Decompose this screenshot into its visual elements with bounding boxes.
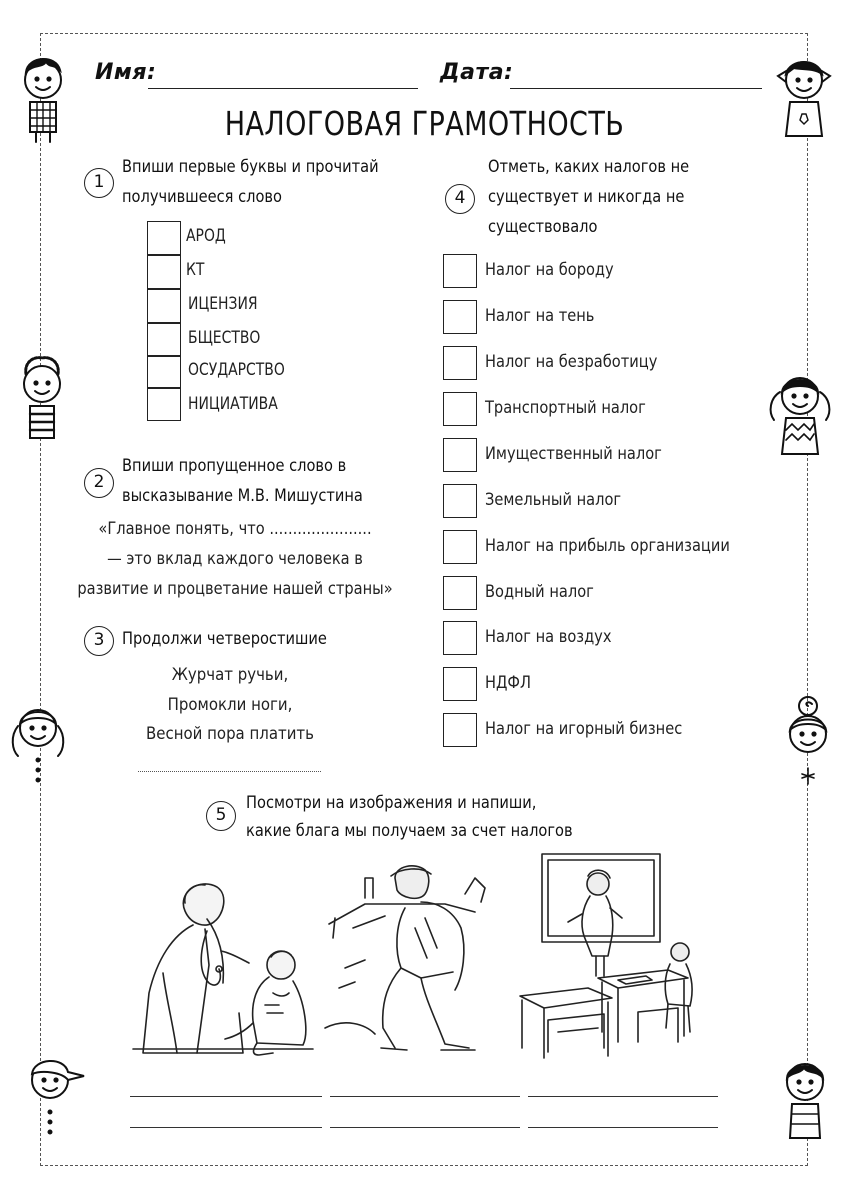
tax-checkbox-5[interactable] [443, 438, 477, 472]
task4-number: 4 [445, 184, 475, 214]
answer-line-2b[interactable] [330, 1127, 520, 1128]
task4-instruction-line2: существует и никогда не [488, 187, 685, 207]
letter-box-4[interactable] [147, 323, 181, 357]
kid-boy-checkered-icon [16, 52, 70, 144]
quote-line2: — это вклад каждого человека в [107, 549, 363, 569]
kid-boy-curly-icon [14, 352, 70, 448]
word-5: ОСУДАРСТВО [188, 360, 285, 380]
kid-girl-cat-icon [774, 52, 834, 144]
task1-number: 1 [84, 168, 114, 198]
tax-label-4: Транспортный налог [485, 398, 646, 418]
tax-checkbox-9[interactable] [443, 621, 477, 655]
answer-line-3a[interactable] [528, 1096, 718, 1097]
tax-label-9: Налог на воздух [485, 627, 612, 647]
tax-label-6: Земельный налог [485, 490, 622, 510]
tax-checkbox-6[interactable] [443, 484, 477, 518]
word-1: АРОД [186, 226, 226, 246]
tax-checkbox-2[interactable] [443, 300, 477, 334]
classroom-illustration [518, 852, 708, 1060]
task3-number: 3 [84, 626, 114, 656]
tax-checkbox-4[interactable] [443, 392, 477, 426]
tax-checkbox-11[interactable] [443, 713, 477, 747]
poem-line1: Журчат ручьи, [171, 665, 289, 685]
name-field[interactable] [148, 88, 418, 89]
kid-girl-bun-icon [778, 694, 838, 798]
tax-label-5: Имущественный налог [485, 444, 662, 464]
name-label: Имя: [95, 60, 157, 85]
quote-line3: развитие и процветание нашей страны» [77, 579, 393, 599]
task1-instruction-line2: получившееся слово [122, 187, 283, 207]
task3-instruction: Продолжи четверостишие [122, 629, 327, 649]
poem-line3: Весной пора платить [146, 724, 314, 744]
answer-line-1a[interactable] [130, 1096, 322, 1097]
task2-instruction-line1: Впиши пропущенное слово в [122, 456, 347, 476]
tax-label-10: НДФЛ [485, 673, 531, 693]
tax-label-7: Налог на прибыль организации [485, 536, 730, 556]
page-title: НАЛОГОВАЯ ГРАМОТНОСТЬ [224, 104, 625, 143]
tax-label-2: Налог на тень [485, 306, 595, 326]
task5-instruction-line2: какие блага мы получаем за счет налогов [246, 821, 573, 841]
task1-instruction-line1: Впиши первые буквы и прочитай [122, 157, 379, 177]
task2-number: 2 [84, 468, 114, 498]
kid-girl-pigtails-icon [766, 366, 834, 462]
kid-boy-smile-icon [774, 1052, 836, 1146]
answer-line-2a[interactable] [330, 1096, 520, 1097]
task5-instruction-line1: Посмотри на изображения и напиши, [246, 793, 537, 813]
tax-checkbox-7[interactable] [443, 530, 477, 564]
word-6: НИЦИАТИВА [188, 394, 278, 414]
task4-instruction-line1: Отметь, каких налогов не [488, 157, 690, 177]
word-4: БЩЕСТВО [188, 328, 261, 348]
tax-label-1: Налог на бороду [485, 260, 614, 280]
tax-label-8: Водный налог [485, 582, 594, 602]
date-field[interactable] [510, 88, 762, 89]
letter-box-1[interactable] [147, 221, 181, 255]
word-3: ИЦЕНЗИЯ [188, 294, 258, 314]
task4-instruction-line3: существовало [488, 217, 598, 237]
date-label: Дата: [440, 60, 514, 85]
tax-label-3: Налог на безработицу [485, 352, 658, 372]
tax-checkbox-3[interactable] [443, 346, 477, 380]
letter-box-2[interactable] [147, 255, 181, 289]
tax-checkbox-10[interactable] [443, 667, 477, 701]
poem-line2: Промокли ноги, [167, 695, 293, 715]
task5-number: 5 [206, 801, 236, 831]
kid-girl-braids-icon [6, 700, 70, 794]
word-2: КТ [186, 260, 205, 280]
tax-label-11: Налог на игорный бизнес [485, 719, 683, 739]
poem-answer-line[interactable] [138, 771, 321, 772]
answer-line-1b[interactable] [130, 1127, 322, 1128]
letter-box-6[interactable] [147, 387, 181, 421]
doctor-child-illustration [133, 873, 313, 1058]
quote-line1: «Главное понять, что ...................... [98, 519, 372, 539]
task2-instruction-line2: высказывание М.В. Мишустина [122, 486, 363, 506]
letter-box-3[interactable] [147, 289, 181, 323]
letter-box-5[interactable] [147, 355, 181, 389]
soldier-illustration [325, 858, 505, 1058]
tax-checkbox-8[interactable] [443, 576, 477, 610]
tax-checkbox-1[interactable] [443, 254, 477, 288]
answer-line-3b[interactable] [528, 1127, 718, 1128]
kid-boy-cap-icon [20, 1046, 90, 1142]
